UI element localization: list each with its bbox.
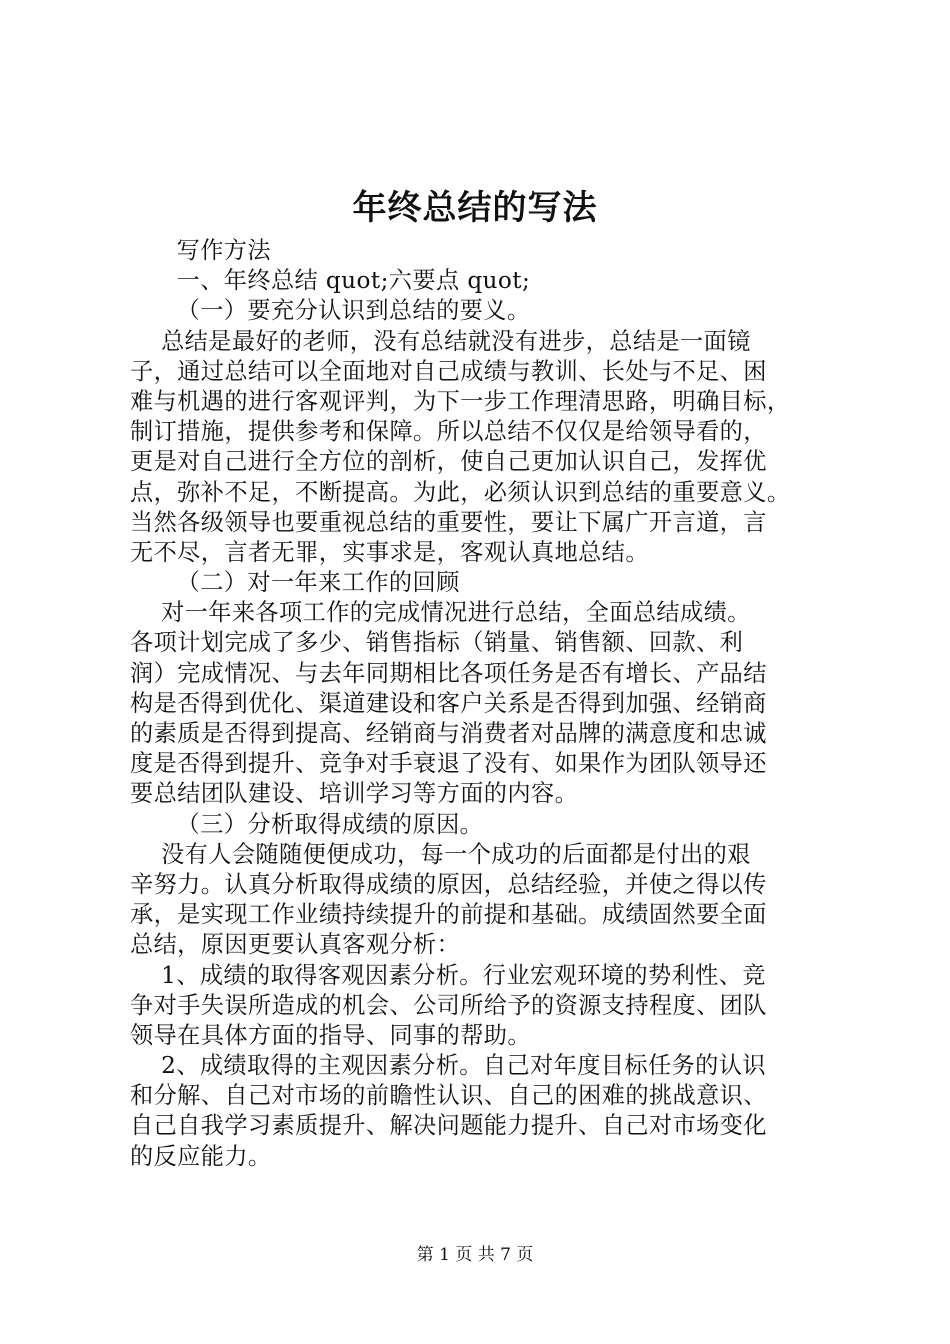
text-line: 自己自我学习素质提升、解决问题能力提升、自己对市场变化 — [130, 1112, 767, 1140]
text-line: 和分解、自己对市场的前瞻性认识、自己的困难的挑战意识、 — [130, 1082, 767, 1110]
text-line: 写作方法 — [130, 237, 271, 264]
text-line: 争对手失误所造成的机会、公司所给予的资源支持程度、团队 — [130, 991, 767, 1019]
text-line: 度是否得到提升、竞争对手衰退了没有、如果作为团队领导还 — [130, 750, 767, 778]
text-line: （三）分析取得成绩的原因。 — [130, 810, 484, 838]
text-line: 当然各级领导也要重视总结的重要性，要让下属广开言道，言 — [130, 508, 767, 536]
text-line: 要总结团队建设、培训学习等方面的内容。 — [130, 780, 579, 808]
text-line: 构是否得到优化、渠道建设和客户关系是否得到加强、经销商 — [130, 689, 767, 717]
text-line: 领导在具体方面的指导、同事的帮助。 — [130, 1021, 531, 1049]
document-title: 年终总结的写法 — [352, 188, 598, 228]
text-line: （二）对一年来工作的回顾 — [130, 569, 460, 597]
text-line: 的素质是否得到提高、经销商与消费者对品牌的满意度和忠诚 — [130, 720, 767, 747]
text-line: 总结，原因更要认真客观分析： — [130, 931, 461, 959]
text-line: 子，通过总结可以全面地对自己成绩与教训、长处与不足、困 — [130, 357, 767, 385]
text-line: 一、年终总结 quot;六要点 quot; — [130, 267, 531, 295]
text-line: 2、成绩取得的主观因素分析。自己对年度目标任务的认识 — [130, 1052, 766, 1080]
text-line: 没有人会随随便便成功，每一个成功的后面都是付出的艰 — [130, 840, 751, 868]
text-line: 1、成绩的取得客观因素分析。行业宏观环境的势利性、竞 — [130, 961, 766, 989]
text-line: 承，是实现工作业绩持续提升的前提和基础。成绩固然要全面 — [130, 901, 767, 929]
text-line: 难与机遇的进行客观评判，为下一步工作理清思路，明确目标， — [130, 387, 791, 415]
text-line: 对一年来各项工作的完成情况进行总结，全面总结成绩。 — [130, 599, 751, 627]
text-line: 点，弥补不足，不断提高。为此，必须认识到总结的重要意义。 — [130, 478, 791, 506]
text-line: 润）完成情况、与去年同期相比各项任务是否有增长、产品结 — [130, 659, 767, 687]
text-line: 更是对自己进行全方位的剖析，使自己更加认识自己，发挥优 — [130, 448, 767, 476]
text-line: 总结是最好的老师，没有总结就没有进步，总结是一面镜 — [130, 327, 751, 355]
document-body — [130, 236, 830, 1172]
text-line: 辛努力。认真分析取得成绩的原因，总结经验，并使之得以传 — [130, 870, 767, 898]
text-line: 无不尽，言者无罪，实事求是，客观认真地总结。 — [130, 538, 649, 566]
text-line: 的反应能力。 — [130, 1142, 272, 1170]
text-line: 制订措施，提供参考和保障。所以总结不仅仅是给领导看的， — [130, 418, 767, 446]
text-line: （一）要充分认识到总结的要义。 — [130, 297, 531, 325]
page-number-footer: 第 1 页 共 7 页 — [416, 1245, 534, 1265]
text-line: 各项计划完成了多少、销售指标（销量、销售额、回款、利 — [130, 629, 744, 657]
